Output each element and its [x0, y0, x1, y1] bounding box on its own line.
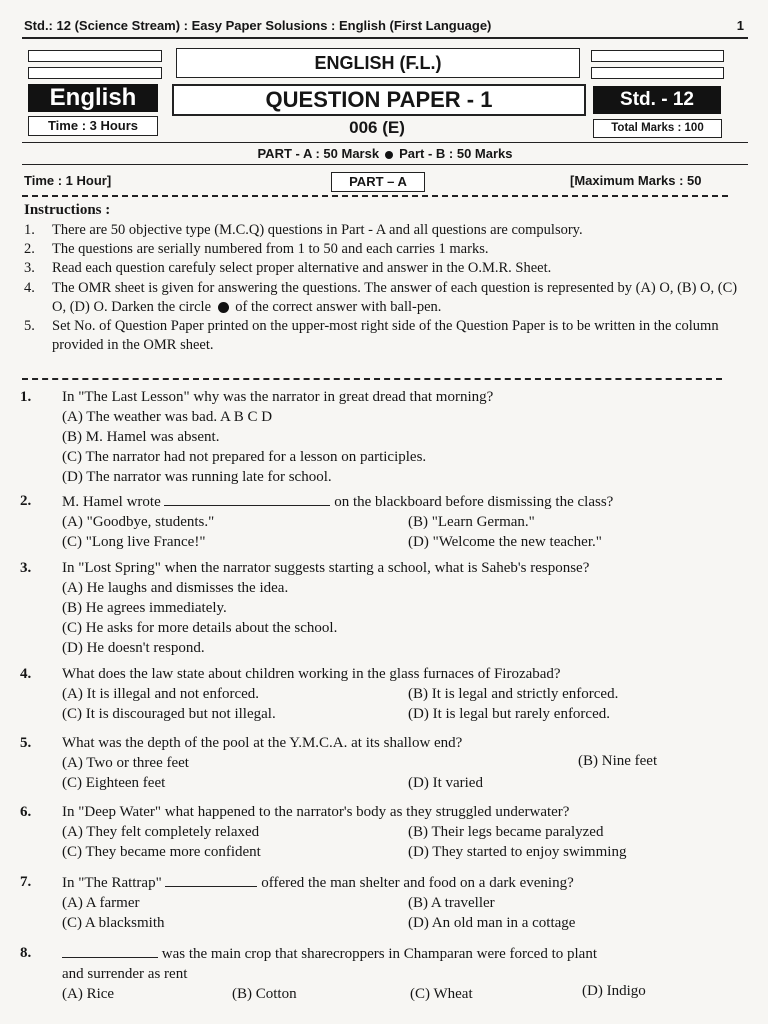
question: 3. In "Lost Spring" when the narrator suggests starting a school, what is Saheb's response? (A) He laughs and dismisses the idea. (B) He agrees immediately. (C) He asks for more details about the school. (D) He doesn't respond. [20, 558, 748, 658]
option-row [62, 704, 748, 724]
option-row [62, 984, 748, 1004]
option: (A) Two or three feet [62, 755, 189, 771]
parts-line [22, 146, 748, 161]
question: 6. In "Deep Water" what happened to the narrator's body as they struggled underwater? (A) They felt completely relaxed (B) Their legs became paralyzed (C) They became more confident (D) They started to enjoy swimming [20, 802, 748, 862]
option-row [62, 532, 748, 552]
option: (C) The narrator had not prepared for a lesson on participles. [62, 449, 427, 465]
option-row [62, 842, 748, 862]
subject-tag: English [28, 84, 158, 112]
option: (D) He doesn't respond. [62, 640, 205, 656]
blank-box [591, 67, 724, 79]
section-time: Time : 1 Hour] [24, 173, 112, 188]
question-stem: was the main crop that sharecroppers in Champaran were forced to plant [62, 943, 748, 964]
option: (A) He laughs and dismisses the idea. [62, 580, 289, 596]
option-row [62, 893, 748, 913]
paper-title: QUESTION PAPER - 1 [172, 84, 586, 116]
subject-title: ENGLISH (F.L.) [176, 48, 580, 78]
option: (D) It is legal but rarely enforced. [408, 706, 610, 722]
option: (B) Cotton [232, 986, 297, 1002]
dashed-divider [22, 378, 722, 380]
instructions-list [24, 221, 740, 355]
option: (B) Their legs became paralyzed [408, 824, 604, 840]
option: (C) "Long live France!" [62, 534, 206, 550]
divider [22, 142, 748, 143]
blank-box [28, 67, 162, 79]
question-stem-continuation: and surrender as rent [62, 966, 188, 982]
option: (D) They started to enjoy swimming [408, 844, 627, 860]
option: (B) He agrees immediately. [62, 600, 227, 616]
answer-blank [164, 491, 330, 506]
question: 7. In "The Rattrap" offered the man shelter and food on a dark evening? (A) A farmer (B) A traveller (C) A blacksmith (D) An old man in a cottage [20, 872, 748, 933]
option: (A) It is illegal and not enforced. [62, 686, 260, 702]
option: (D) It varied [408, 775, 483, 791]
question-stem: In "Lost Spring" when the narrator suggests starting a school, what is Saheb's response? [62, 560, 590, 576]
option: (A) Rice [62, 986, 115, 1002]
option-row [62, 913, 748, 933]
option: (A) A farmer [62, 895, 140, 911]
divider [22, 164, 748, 165]
question: 5. What was the depth of the pool at the Y.M.C.A. at its shallow end? (A) Two or three feet (B) Nine feet (C) Eighteen feet (D) It varied [20, 733, 748, 793]
running-title: Std.: 12 (Science Stream) : Easy Paper Solusions : English (First Language) [24, 18, 492, 33]
instruction-item: 4. The OMR sheet is given for answering the questions. The answer of each question is represented by (A) O, (B) O, (C) O, (D) O. Darken the circle of the correct answer with ball-pen. [24, 279, 738, 315]
instruction-item: 5. Set No. of Question Paper printed on the upper-most right side of the Question Paper is to be written in the column provided in the OMR sheet. [24, 318, 719, 354]
option: (C) He asks for more details about the school. [62, 620, 338, 636]
option: (A) They felt completely relaxed [62, 824, 260, 840]
blank-box [28, 50, 162, 62]
option: (B) A traveller [408, 895, 495, 911]
instructions-title: Instructions : [24, 202, 111, 218]
parts-b: Part - B : 50 Marks [399, 146, 513, 161]
parts-a: PART - A : 50 Marsk [257, 146, 380, 161]
answer-blank [62, 943, 158, 958]
time-label: Time : 3 Hours [28, 116, 158, 136]
dashed-divider [22, 195, 728, 197]
option: (B) M. Hamel was absent. [62, 429, 220, 445]
option: (D) Indigo [582, 983, 646, 999]
section-name: PART – A [331, 172, 425, 192]
option: (C) They became more confident [62, 844, 261, 860]
answer-blank [165, 872, 257, 887]
question-stem: What does the law state about children working in the glass furnaces of Firozabad? [62, 666, 561, 682]
question-stem: In "The Last Lesson" why was the narrator in great dread that morning? [62, 389, 494, 405]
question-stem: What was the depth of the pool at the Y.M.C.A. at its shallow end? [62, 735, 463, 751]
option-row [62, 753, 748, 773]
question-stem: M. Hamel wrote on the blackboard before dismissing the class? [62, 491, 748, 512]
question-stem: In "The Rattrap" offered the man shelter and food on a dark evening? [62, 872, 748, 893]
filled-circle-icon [218, 302, 229, 313]
question: 4. What does the law state about children working in the glass furnaces of Firozabad? (A) It is illegal and not enforced. (B) It is legal and strictly enforced. (C) It is discouraged but not illegal. (D) It is legal but rarely enforced. [20, 664, 748, 724]
option: (B) Nine feet [578, 753, 658, 769]
section-max-marks: [Maximum Marks : 50 [570, 173, 702, 188]
option-row [62, 773, 748, 793]
bullet-icon [385, 151, 393, 159]
option: (D) An old man in a cottage [408, 915, 576, 931]
page-number: 1 [736, 18, 744, 33]
option: (A) The weather was bad. A B C D [62, 409, 273, 425]
option: (C) A blacksmith [62, 915, 165, 931]
option-row [62, 512, 748, 532]
option: (D) "Welcome the new teacher." [408, 534, 602, 550]
question-stem: In "Deep Water" what happened to the narrator's body as they struggled underwater? [62, 804, 570, 820]
option-row [62, 684, 748, 704]
option: (B) It is legal and strictly enforced. [408, 686, 619, 702]
instruction-item: 2. The questions are serially numbered from 1 to 50 and each carries 1 marks. [24, 241, 489, 258]
running-header [24, 18, 744, 33]
option: (B) "Learn German." [408, 514, 535, 530]
question: 8. was the main crop that sharecroppers in Champaran were forced to plant and surrender as rent (A) Rice (B) Cotton (C) Wheat (D) Indigo [20, 943, 748, 1004]
option: (D) The narrator was running late for school. [62, 469, 332, 485]
option: (C) Eighteen feet [62, 775, 166, 791]
total-marks: Total Marks : 100 [593, 119, 722, 138]
instruction-item: 1. There are 50 objective type (M.C.Q) questions in Part - A and all questions are compulsory. [24, 222, 583, 238]
paper-code: 006 (E) [349, 118, 405, 137]
blank-box [591, 50, 724, 62]
option: (A) "Goodbye, students." [62, 514, 215, 530]
option-row [62, 822, 748, 842]
option: (C) It is discouraged but not illegal. [62, 706, 276, 722]
divider [22, 37, 748, 39]
instruction-item: 3. Read each question carefuly select proper alternative and answer in the O.M.R. Sheet. [24, 260, 552, 277]
question: 1. In "The Last Lesson" why was the narrator in great dread that morning? (A) The weather was bad. A B C D (B) M. Hamel was absent. (C) The narrator had not prepared for a lesson on participles. (D) The narrator was running late for school. [20, 387, 748, 487]
question: 2. M. Hamel wrote on the blackboard before dismissing the class? (A) "Goodbye, students." (B) "Learn German." (C) "Long live France!" (D) "Welcome the new teacher." [20, 491, 748, 552]
option: (C) Wheat [410, 986, 473, 1002]
std-tag: Std. - 12 [593, 86, 721, 114]
